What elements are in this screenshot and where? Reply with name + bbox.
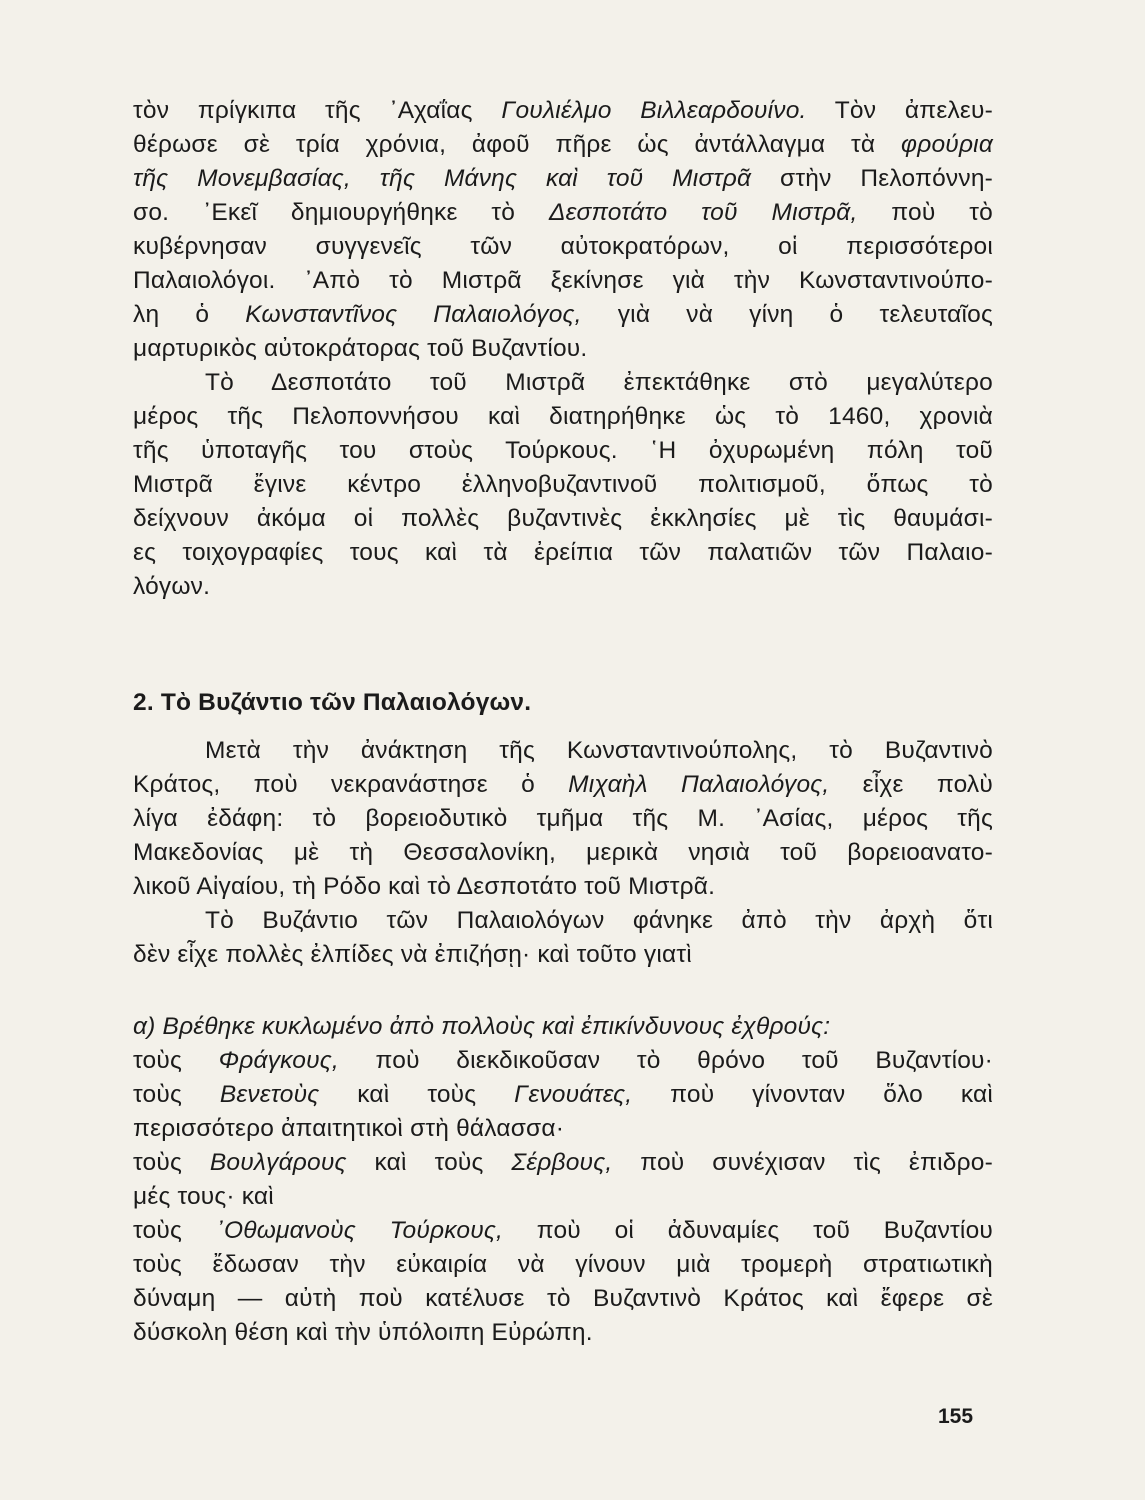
text-run: καὶ τοὺς [319, 1081, 515, 1108]
italic-term: Μιχαὴλ Παλαιολόγος, [568, 771, 830, 798]
section-2-text [133, 734, 993, 972]
italic-term: φρούρια [901, 131, 993, 158]
italic-term: Φράγκους, [218, 1047, 339, 1074]
text-line [133, 570, 993, 604]
text-line [133, 264, 993, 298]
italic-term: Κωνσταντῖνος Παλαιολόγος, [245, 301, 582, 328]
italic-term: τῆς Μονεμβασίας, τῆς Μάνης καὶ τοῦ Μιστρᾶ [133, 165, 752, 192]
text-line [133, 128, 993, 162]
text-line [133, 1180, 993, 1214]
italic-term: Γενουάτες, [514, 1081, 633, 1108]
text-run: δύναμη — αὐτὴ ποὺ κατέλυσε τὸ Βυζαντινὸ Κράτος καὶ ἔφερε σὲ [133, 1285, 993, 1312]
italic-term: α) Βρέθηκε κυκλωμένο ἀπὸ πολλοὺς καὶ ἐπικίνδυνους ἐχθρούς: [133, 1013, 831, 1040]
text-run: ποὺ οἱ ἀδυναμίες τοῦ Βυζαντίου [503, 1217, 993, 1244]
text-line [133, 536, 993, 570]
text-run: καὶ τοὺς [346, 1149, 512, 1176]
text-run: ποὺ διεκδικοῦσαν τὸ θρόνο τοῦ Βυζαντίου· [338, 1047, 993, 1074]
text-line [133, 434, 993, 468]
text-run: εἶχε πολὺ [829, 771, 993, 798]
italic-term: Γουλιέλμο Βιλλεαρδουίνο. [501, 97, 807, 124]
text-run: κυβέρνησαν συγγενεῖς τῶν αὐτοκρατόρων, οἱ περισσότεροι [133, 233, 993, 260]
text-run: τὸν πρίγκιπα τῆς ᾿Αχαΐας [133, 97, 502, 124]
text-line [133, 94, 993, 128]
text-line [133, 802, 993, 836]
text-run: τοὺς ἔδωσαν τὴν εὐκαιρία νὰ γίνουν μιὰ τρομερὴ στρατιωτικὴ [133, 1251, 993, 1278]
text-run: Παλαιολόγοι. ᾿Απὸ τὸ Μιστρᾶ ξεκίνησε γιὰ τὴν Κωνσταντινούπο- [133, 267, 993, 294]
text-line [133, 1214, 993, 1248]
text-run: μαρτυρικὸς αὐτοκράτορας τοῦ Βυζαντίου. [133, 335, 588, 362]
text-run: ποὺ συνέχισαν τὶς ἐπιδρο- [612, 1149, 993, 1176]
text-run: τοὺς [133, 1081, 220, 1108]
text-line [133, 502, 993, 536]
italic-term: ᾿Οθωμανοὺς Τούρκους, [215, 1217, 504, 1244]
text-run: Τὸν ἀπελευ- [806, 97, 993, 124]
text-run: γιὰ νὰ γίνη ὁ τελευταῖος [581, 301, 993, 328]
italic-term: Δεσποτάτο τοῦ Μιστρᾶ, [548, 199, 858, 226]
text-run: δείχνουν ἀκόμα οἱ πολλὲς βυζαντινὲς ἐκκλησίες μὲ τὶς θαυμάσι- [133, 505, 993, 532]
text-line [133, 836, 993, 870]
text-run: τοὺς [133, 1149, 210, 1176]
italic-term: Σέρβους, [511, 1149, 613, 1176]
text-run: δὲν εἶχε πολλὲς ἐλπίδες νὰ ἐπιζήσῃ· καὶ τοῦτο γιατὶ [133, 941, 692, 968]
text-run: Κράτος, ποὺ νεκρανάστησε ὁ [133, 771, 569, 798]
text-run: ποὺ τὸ [857, 199, 993, 226]
heading-text: 2. Τὸ Βυζάντιο τῶν Παλαιολόγων. [133, 689, 532, 716]
text-run: σο. ᾿Εκεῖ δημιουργήθηκε τὸ [133, 199, 549, 226]
text-line [133, 162, 993, 196]
text-line [133, 1078, 993, 1112]
text-run: Μακεδονίας μὲ τὴ Θεσσαλονίκη, μερικὰ νησιὰ τοῦ βορειοανατο- [133, 839, 993, 866]
page-number: 155 [938, 1405, 974, 1428]
italic-term: Βενετοὺς [219, 1081, 320, 1108]
italic-term: Βουλγάρους [209, 1149, 347, 1176]
text-line [133, 196, 993, 230]
text-run: Τὸ Βυζάντιο τῶν Παλαιολόγων φάνηκε ἀπὸ τὴν ἀρχὴ ὅτι [205, 907, 993, 934]
text-line [133, 938, 993, 972]
text-line [133, 1248, 993, 1282]
text-line [133, 1112, 993, 1146]
text-run: τῆς ὑποταγῆς του στοὺς Τούρκους. ῾Η ὀχυρωμένη πόλη τοῦ [133, 437, 993, 464]
text-run: Μετὰ τὴν ἀνάκτηση τῆς Κωνσταντινούπολης, τὸ Βυζαντινὸ [205, 737, 993, 764]
section-1-text [133, 94, 993, 604]
section-2-heading [133, 686, 993, 720]
text-line [133, 1282, 993, 1316]
text-run: λίγα ἐδάφη: τὸ βορειοδυτικὸ τμῆμα τῆς Μ. ᾿Ασίας, μέρος τῆς [133, 805, 993, 832]
text-line [133, 400, 993, 434]
text-run: μέρος τῆς Πελοποννήσου καὶ διατηρήθηκε ὡς τὸ 1460, χρονιὰ [133, 403, 993, 430]
text-line [133, 1044, 993, 1078]
text-line [133, 298, 993, 332]
text-line [133, 1146, 993, 1180]
text-run: δύσκολη θέση καὶ τὴν ὑπόλοιπη Εὐρώπη. [133, 1319, 593, 1346]
text-run: τοὺς [133, 1047, 219, 1074]
text-line [133, 468, 993, 502]
text-run: στὴν Πελοπόννη- [751, 165, 993, 192]
text-run: θέρωσε σὲ τρία χρόνια, ἀφοῦ πῆρε ὡς ἀντάλλαγμα τὰ [133, 131, 902, 158]
text-line [133, 904, 993, 938]
text-run: μές τους· καὶ [133, 1183, 274, 1210]
text-line [133, 332, 993, 366]
text-line [133, 734, 993, 768]
text-run: Μιστρᾶ ἔγινε κέντρο ἑλληνοβυζαντινοῦ πολιτισμοῦ, ὅπως τὸ [133, 471, 993, 498]
text-line [133, 1316, 993, 1350]
text-run: τοὺς [133, 1217, 216, 1244]
enemies-list [133, 1010, 993, 1350]
text-run: περισσότερο ἀπαιτητικοὶ στὴ θάλασσα· [133, 1115, 565, 1142]
text-run: ποὺ γίνονταν ὅλο καὶ [632, 1081, 993, 1108]
text-line [133, 870, 993, 904]
text-run: Τὸ Δεσποτάτο τοῦ Μιστρᾶ ἐπεκτάθηκε στὸ μεγαλύτερο [205, 369, 993, 396]
text-line [133, 230, 993, 264]
text-run: λόγων. [133, 573, 211, 600]
text-run: λη ὁ [133, 301, 246, 328]
text-run: λικοῦ Αἰγαίου, τὴ Ρόδο καὶ τὸ Δεσποτάτο τοῦ Μιστρᾶ. [133, 873, 716, 900]
text-line [133, 366, 993, 400]
text-line [133, 1010, 993, 1044]
text-run: ες τοιχογραφίες τους καὶ τὰ ἐρείπια τῶν παλατιῶν τῶν Παλαιο- [133, 539, 993, 566]
text-line [133, 768, 993, 802]
